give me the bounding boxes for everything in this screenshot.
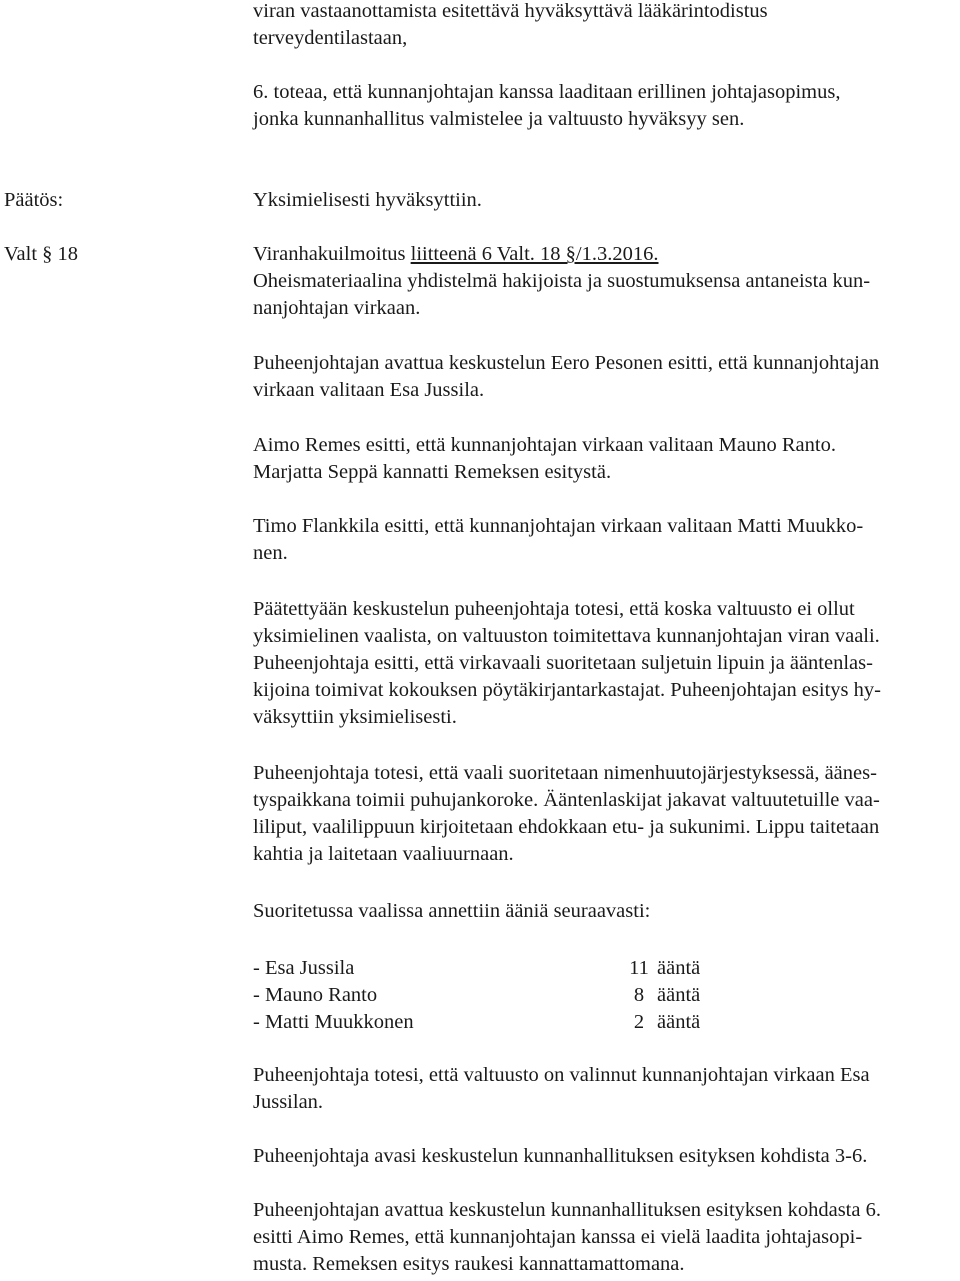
text-line: liliput, vaalilippuun kirjoitetaan ehdokkaan etu- ja sukunimi. Lippu taitetaan: [253, 816, 880, 838]
decision-text: Yksimielisesti hyväksyttiin.: [253, 189, 482, 211]
list-item-6: [253, 79, 958, 133]
text-line: Timo Flankkila esitti, että kunnanjohtajan virkaan valitaan Matti Muukko-: [253, 515, 864, 537]
paragraph: [253, 513, 958, 567]
vote-count: 11: [629, 957, 649, 979]
paragraph: Puheenjohtaja avasi keskustelun kunnanhallituksen esityksen kohdista 3-6.: [253, 1145, 868, 1167]
paragraph: [253, 596, 958, 731]
vote-row: [253, 1009, 713, 1036]
text-line: viran vastaanottamista esitettävä hyväksyttävä lääkärintodistus: [253, 0, 768, 22]
vote-unit: ääntä: [657, 957, 701, 979]
vote-row: [253, 955, 713, 982]
text-line: Puheenjohtaja totesi, että vaali suoritetaan nimenhuutojärjestyksessä, äänes-: [253, 762, 877, 784]
text-line: jonka kunnanhallitus valmistelee ja valtuusto hyväksyy sen.: [253, 108, 745, 130]
text-line: Puheenjohtajan avattua keskustelun Eero Pesonen esitti, että kunnanjohtajan: [253, 352, 880, 374]
paragraph: Suoritetussa vaalissa annettiin ääniä seuraavasti:: [253, 900, 651, 922]
text-line: tyspaikkana toimii puhujankoroke. Ääntenlaskijat jakavat valtuutetuille vaa-: [253, 789, 880, 811]
text-line: Aimo Remes esitti, että kunnanjohtajan virkaan valitaan Mauno Ranto.: [253, 434, 836, 456]
vote-row: [253, 982, 713, 1009]
vote-unit: ääntä: [657, 1011, 701, 1033]
text-line: väksyttiin yksimielisesti.: [253, 706, 457, 728]
text-line: nen.: [253, 542, 288, 564]
text-line: kijoina toimivat kokouksen pöytäkirjantarkastajat. Puheenjohtajan esitys hy-: [253, 679, 881, 701]
text-line: Puheenjohtaja totesi, että valtuusto on valinnut kunnanjohtajan virkaan Esa: [253, 1064, 870, 1086]
text-line: 6. toteaa, että kunnanjohtajan kanssa laaditaan erillinen johtajasopimus,: [253, 81, 841, 103]
text-line: Marjatta Seppä kannatti Remeksen esitystä.: [253, 461, 612, 483]
vote-unit: ääntä: [657, 984, 701, 1006]
text-line: Puheenjohtajan avattua keskustelun kunnanhallituksen esityksen kohdasta 6.: [253, 1199, 881, 1221]
candidate-name: - Matti Muukkonen: [253, 1011, 414, 1033]
text-line: Päätettyään keskustelun puheenjohtaja totesi, että koska valtuusto ei ollut: [253, 598, 855, 620]
intro-paragraph: [253, 0, 958, 52]
paragraph: [253, 1062, 958, 1116]
section-label: Valt § 18: [4, 243, 79, 265]
text-line: [253, 241, 958, 268]
candidate-name: - Esa Jussila: [253, 957, 355, 979]
vote-count: 8: [633, 984, 645, 1006]
paragraph: [253, 432, 958, 486]
text-line: yksimielinen vaalista, on valtuuston toimitettava kunnanjohtajan viran vaali.: [253, 625, 880, 647]
paragraph: [253, 350, 958, 404]
candidate-name: - Mauno Ranto: [253, 984, 378, 1006]
decision-label: Päätös:: [4, 189, 64, 211]
text-line: virkaan valitaan Esa Jussila.: [253, 379, 485, 401]
notice-prefix: Viranhakuilmoitus: [253, 243, 411, 265]
text-line: Oheismateriaalina yhdistelmä hakijoista ja suostumuksensa antaneista kun-: [253, 270, 871, 292]
vote-count: 2: [633, 1011, 645, 1033]
text-line: kahtia ja laitetaan vaaliuurnaan.: [253, 843, 514, 865]
text-line: nanjohtajan virkaan.: [253, 297, 421, 319]
notice-paragraph: [253, 241, 958, 322]
text-line: Jussilan.: [253, 1091, 324, 1113]
text-line: musta. Remeksen esitys raukesi kannattamattomana.: [253, 1253, 685, 1275]
text-line: esitti Aimo Remes, että kunnanjohtajan kanssa ei vielä laadita johtajasopi-: [253, 1226, 863, 1248]
paragraph: [253, 1197, 958, 1278]
attachment-link[interactable]: liitteenä 6 Valt. 18 §/1.3.2016.: [410, 243, 659, 265]
paragraph: [253, 760, 958, 868]
text-line: Puheenjohtaja esitti, että virkavaali suoritetaan suljetuin lipuin ja ääntenlas-: [253, 652, 873, 674]
vote-results: [253, 955, 713, 1036]
text-line: terveydentilastaan,: [253, 27, 408, 49]
